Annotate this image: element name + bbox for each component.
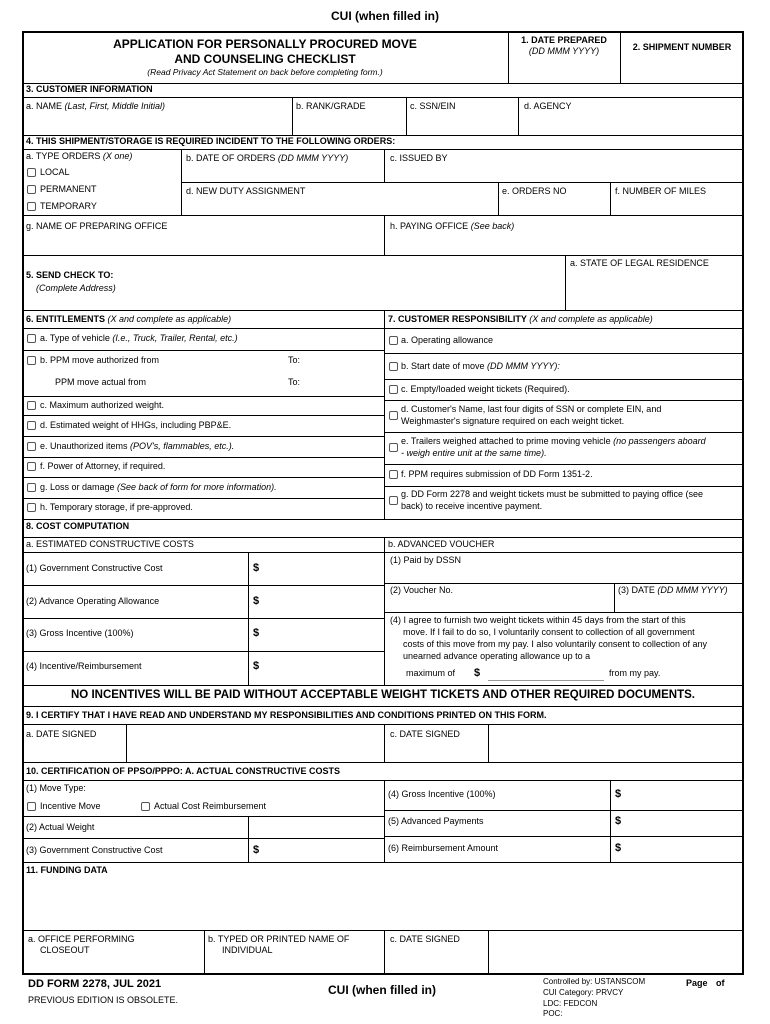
- address-note: (Complete Address): [36, 283, 116, 293]
- entitlement-b-label: b. PPM move authorized from: [40, 355, 160, 365]
- entitlement-d-label: d. Estimated weight of HHGs, including PBP&E.: [40, 420, 232, 430]
- agreement-line3: costs of this move from my pay. I also voluntarily consent to collection of any: [403, 639, 707, 649]
- estimated-costs-label: a. ESTIMATED CONSTRUCTIVE COSTS: [26, 539, 194, 549]
- ldc: LDC: FEDCON: [543, 999, 598, 1008]
- local-checkbox[interactable]: [27, 168, 36, 177]
- agreement-line1: (4) I agree to furnish two weight tickets within 45 days from the start of this: [390, 615, 686, 625]
- actual-cost-label: Actual Cost Reimbursement: [154, 801, 267, 811]
- move-type-label: (1) Move Type:: [26, 783, 86, 793]
- paid-by-dssn-label[interactable]: (1) Paid by DSSN: [390, 555, 462, 565]
- controlled-by: Controlled by: USTANSCOM: [543, 977, 646, 986]
- gross-incentive-label: (3) Gross Incentive (100%): [26, 628, 134, 638]
- entitlement-a-label: a. Type of vehicle (I.e., Truck, Trailer, Rental, etc.): [40, 333, 238, 343]
- responsibility-b-checkbox[interactable]: [389, 362, 398, 371]
- entitlement-d-checkbox[interactable]: [27, 421, 36, 430]
- section9-title: 9. I CERTIFY THAT I HAVE READ AND UNDERSTAND MY RESPONSIBILITIES AND CONDITIONS PRINTED ON THIS FORM.: [26, 710, 547, 720]
- entitlement-e-label: e. Unauthorized items (POV's, flammables, etc.).: [40, 441, 235, 451]
- responsibility-d-line1: d. Customer's Name, last four digits of SSN or complete EIN, and: [401, 404, 662, 414]
- agency-label[interactable]: d. AGENCY: [524, 101, 572, 111]
- entitlement-b2-to: To:: [288, 377, 301, 387]
- responsibility-f-checkbox[interactable]: [389, 470, 398, 479]
- typed-name-line2: INDIVIDUAL: [222, 945, 273, 955]
- rank-label[interactable]: b. RANK/GRADE: [296, 101, 366, 111]
- typed-name-line1[interactable]: b. TYPED OR PRINTED NAME OF: [208, 934, 350, 944]
- agreement-line4: unearned advance operating allowance up to a: [403, 651, 591, 661]
- miles-label[interactable]: f. NUMBER OF MILES: [615, 186, 707, 196]
- responsibility-f-label: f. PPM requires submission of DD Form 1351-2.: [401, 469, 593, 479]
- section7-title: 7. CUSTOMER RESPONSIBILITY (X and complete as applicable): [388, 314, 653, 324]
- ssn-label[interactable]: c. SSN/EIN: [410, 101, 456, 111]
- responsibility-g-line1: g. DD Form 2278 and weight tickets must be submitted to paying office (see: [401, 489, 703, 499]
- gross-incentive-10-dollar[interactable]: $: [615, 788, 622, 800]
- section3-title: 3. CUSTOMER INFORMATION: [26, 84, 153, 94]
- form-title-line2: AND COUNSELING CHECKLIST: [174, 52, 356, 66]
- advanced-payments-label: (5) Advanced Payments: [388, 816, 484, 826]
- entitlement-a-checkbox[interactable]: [27, 334, 36, 343]
- voucher-no-label[interactable]: (2) Voucher No.: [390, 585, 454, 595]
- orders-no-label[interactable]: e. ORDERS NO: [502, 186, 567, 196]
- form-number: DD FORM 2278, JUL 2021: [28, 978, 162, 990]
- privacy-note: (Read Privacy Act Statement on back before completing form.): [147, 67, 383, 77]
- responsibility-d-line2: Weighmaster's signature required on each weight ticket.: [401, 416, 625, 426]
- gov-cost-10-label: (3) Government Constructive Cost: [26, 845, 163, 855]
- cui-header: CUI (when filled in): [331, 9, 439, 23]
- responsibility-a-label: a. Operating allowance: [401, 335, 494, 345]
- gross-incentive-dollar[interactable]: $: [253, 627, 260, 639]
- type-orders-label: a. TYPE ORDERS (X one): [26, 151, 133, 161]
- agreement-line2: move. If I fail to do so, I voluntarily consent to collection of all government: [403, 627, 695, 637]
- advanced-payments-dollar[interactable]: $: [615, 815, 622, 827]
- gov-constructive-cost-label: (1) Government Constructive Cost: [26, 563, 163, 573]
- date-orders-label[interactable]: b. DATE OF ORDERS (DD MMM YYYY): [186, 153, 349, 163]
- date-prepared-format: (DD MMM YYYY): [528, 46, 600, 56]
- from-pay-label: from my pay.: [609, 668, 661, 678]
- responsibility-e-line2: - weigh entire unit at the same time).: [401, 448, 547, 458]
- shipment-number-label: 2. SHIPMENT NUMBER: [632, 42, 732, 52]
- section4-title: 4. THIS SHIPMENT/STORAGE IS REQUIRED INCIDENT TO THE FOLLOWING ORDERS:: [26, 136, 396, 146]
- entitlement-f-label: f. Power of Attorney, if required.: [40, 461, 166, 471]
- cui-category: CUI Category: PRVCY: [543, 988, 624, 997]
- entitlement-b-checkbox[interactable]: [27, 356, 36, 365]
- prep-office-label[interactable]: g. NAME OF PREPARING OFFICE: [26, 221, 168, 231]
- maximum-dollar[interactable]: $: [474, 667, 481, 679]
- entitlement-e-checkbox[interactable]: [27, 442, 36, 451]
- responsibility-c-label: c. Empty/loaded weight tickets (Required).: [401, 384, 570, 394]
- date-prepared-label: 1. DATE PREPARED: [521, 35, 607, 45]
- advance-operating-label: (2) Advance Operating Allowance: [26, 596, 160, 606]
- reimbursement-amount-dollar[interactable]: $: [615, 842, 622, 854]
- previous-edition-note: PREVIOUS EDITION IS OBSOLETE.: [28, 995, 179, 1005]
- section8-title: 8. COST COMPUTATION: [26, 521, 130, 531]
- gov-cost-10-dollar[interactable]: $: [253, 844, 260, 856]
- responsibility-g-checkbox[interactable]: [389, 496, 398, 505]
- entitlement-c-label: c. Maximum authorized weight.: [40, 400, 165, 410]
- actual-weight-label: (2) Actual Weight: [26, 822, 95, 832]
- temporary-checkbox[interactable]: [27, 202, 36, 211]
- temporary-label: TEMPORARY: [40, 201, 97, 211]
- incentive-move-label: Incentive Move: [40, 801, 101, 811]
- state-residence-label[interactable]: a. STATE OF LEGAL RESIDENCE: [570, 258, 709, 268]
- actual-cost-checkbox[interactable]: [141, 802, 150, 811]
- incentive-reimbursement-dollar[interactable]: $: [253, 660, 260, 672]
- entitlement-g-checkbox[interactable]: [27, 483, 36, 492]
- incentive-move-checkbox[interactable]: [27, 802, 36, 811]
- section11-title: 11. FUNDING DATA: [26, 865, 108, 875]
- advanced-voucher-label: b. ADVANCED VOUCHER: [388, 539, 495, 549]
- entitlement-h-label: h. Temporary storage, if pre-approved.: [40, 502, 193, 512]
- section6-title: 6. ENTITLEMENTS (X and complete as applicable): [26, 314, 232, 324]
- of-label: of: [716, 978, 725, 988]
- permanent-checkbox[interactable]: [27, 185, 36, 194]
- gross-incentive-10-label: (4) Gross Incentive (100%): [388, 789, 496, 799]
- name-label[interactable]: a. NAME (Last, First, Middle Initial): [26, 101, 166, 111]
- responsibility-e-checkbox[interactable]: [389, 443, 398, 452]
- entitlement-b-to: To:: [288, 355, 301, 365]
- responsibility-a-checkbox[interactable]: [389, 336, 398, 345]
- entitlement-b2-label: PPM move actual from: [55, 377, 147, 387]
- responsibility-g-line2: back) to receive incentive payment.: [401, 501, 543, 511]
- office-closeout-line2: CLOSEOUT: [40, 945, 90, 955]
- paying-office-label[interactable]: h. PAYING OFFICE (See back): [390, 221, 515, 231]
- office-closeout-line1[interactable]: a. OFFICE PERFORMING: [28, 934, 135, 944]
- page-label: Page: [686, 978, 708, 988]
- responsibility-c-checkbox[interactable]: [389, 385, 398, 394]
- form-title-line1: APPLICATION FOR PERSONALLY PROCURED MOVE: [113, 37, 417, 51]
- section10-title: 10. CERTIFICATION OF PPSO/PPPO: A. ACTUAL CONSTRUCTIVE COSTS: [26, 766, 341, 776]
- new-duty-label[interactable]: d. NEW DUTY ASSIGNMENT: [186, 186, 306, 196]
- reimbursement-amount-label: (6) Reimbursement Amount: [388, 843, 499, 853]
- date-signed-a-label[interactable]: a. DATE SIGNED: [26, 729, 97, 739]
- responsibility-e-line1: e. Trailers weighed attached to prime moving vehicle (no passengers aboard: [401, 436, 706, 446]
- incentive-reimbursement-label: (4) Incentive/Reimbursement: [26, 661, 142, 671]
- responsibility-d-checkbox[interactable]: [389, 411, 398, 420]
- date-signed-11-label[interactable]: c. DATE SIGNED: [390, 934, 460, 944]
- entitlement-h-checkbox[interactable]: [27, 503, 36, 512]
- issued-by-label[interactable]: c. ISSUED BY: [390, 153, 448, 163]
- entitlement-c-checkbox[interactable]: [27, 401, 36, 410]
- local-label: LOCAL: [40, 167, 70, 177]
- cui-footer: CUI (when filled in): [328, 983, 436, 997]
- maximum-label: maximum of: [406, 668, 456, 678]
- advance-operating-dollar[interactable]: $: [253, 595, 260, 607]
- gov-constructive-cost-dollar[interactable]: $: [253, 562, 260, 574]
- entitlement-f-checkbox[interactable]: [27, 462, 36, 471]
- date-signed-c-label[interactable]: c. DATE SIGNED: [390, 729, 460, 739]
- permanent-label: PERMANENT: [40, 184, 97, 194]
- section5-title: 5. SEND CHECK TO:: [26, 270, 114, 280]
- no-incentives-banner: NO INCENTIVES WILL BE PAID WITHOUT ACCEPTABLE WEIGHT TICKETS AND OTHER REQUIRED DOCUMENTS.: [71, 689, 695, 701]
- poc: POC:: [543, 1009, 563, 1018]
- entitlement-g-label: g. Loss or damage (See back of form for more information).: [40, 482, 277, 492]
- responsibility-b-label: b. Start date of move (DD MMM YYYY):: [401, 361, 560, 371]
- voucher-date-label[interactable]: (3) DATE (DD MMM YYYY): [618, 585, 728, 595]
